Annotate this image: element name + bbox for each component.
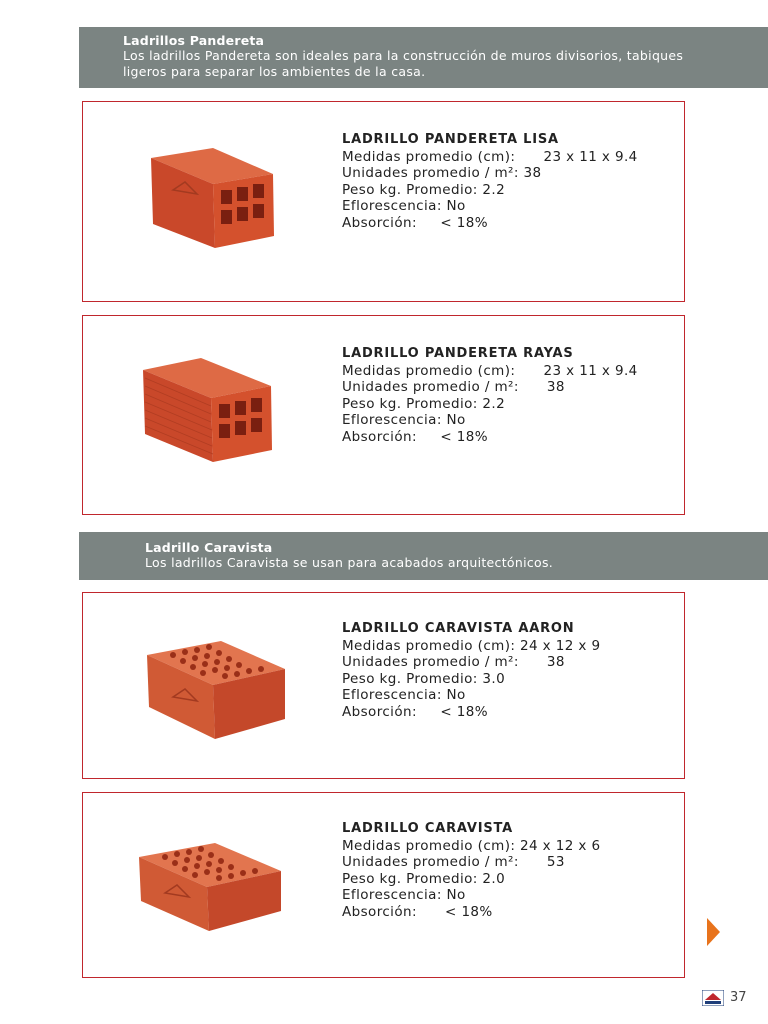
spec-peso: Peso kg. Promedio: 2.2: [342, 395, 506, 412]
product-card-pandereta-rayas: [82, 315, 685, 515]
section-title: Ladrillos Pandereta: [123, 33, 265, 48]
product-title: LADRILLO CARAVISTA AARON: [342, 621, 575, 636]
spec-eflorescencia: Eflorescencia: No: [342, 687, 466, 703]
section-description: ligeros para separar los ambientes de la casa.: [123, 64, 426, 79]
spec-medidas: Medidas promedio (cm): 23 x 11 x 9.4: [342, 148, 638, 165]
brick-caravista-aaron-image: [143, 637, 293, 743]
spec-peso: Peso kg. Promedio: 2.0: [342, 870, 506, 887]
brick-caravista-image: [135, 839, 285, 935]
spec-absorcion: Absorción: < 18%: [342, 428, 488, 445]
spec-unidades: Unidades promedio / m²: 38: [342, 379, 565, 395]
spec-absorcion: Absorción: < 18%: [342, 903, 493, 920]
page-number: 37: [730, 990, 747, 1005]
brick-pandereta-rayas-image: [139, 354, 279, 464]
spec-medidas: Medidas promedio (cm): 24 x 12 x 6: [342, 837, 601, 854]
spec-unidades: Unidades promedio / m²: 38: [342, 165, 542, 181]
spec-eflorescencia: Eflorescencia: No: [342, 198, 466, 214]
product-card-pandereta-lisa: [82, 101, 685, 302]
product-title: LADRILLO PANDERETA LISA: [342, 132, 559, 147]
section-header-pandereta: [79, 27, 768, 88]
brick-pandereta-lisa-image: [143, 144, 283, 250]
spec-medidas: Medidas promedio (cm): 24 x 12 x 9: [342, 637, 601, 654]
spec-medidas: Medidas promedio (cm): 23 x 11 x 9.4: [342, 362, 638, 379]
spec-peso: Peso kg. Promedio: 2.2: [342, 181, 506, 198]
brand-logo-icon: [702, 990, 724, 1006]
spec-absorcion: Absorción: < 18%: [342, 214, 488, 231]
section-description: Los ladrillos Pandereta son ideales para la construcción de muros divisorios, tabiques: [123, 48, 684, 63]
spec-absorcion: Absorción: < 18%: [342, 703, 488, 720]
section-title: Ladrillo Caravista: [145, 540, 273, 555]
next-arrow-icon[interactable]: [707, 918, 720, 946]
spec-unidades: Unidades promedio / m²: 38: [342, 654, 565, 670]
spec-unidades: Unidades promedio / m²: 53: [342, 854, 565, 870]
product-card-caravista: [82, 792, 685, 978]
product-title: LADRILLO CARAVISTA: [342, 821, 514, 836]
section-header-caravista: [79, 532, 768, 580]
spec-peso: Peso kg. Promedio: 3.0: [342, 670, 506, 687]
product-title: LADRILLO PANDERETA RAYAS: [342, 346, 574, 361]
section-description: Los ladrillos Caravista se usan para acabados arquitectónicos.: [145, 555, 554, 570]
spec-eflorescencia: Eflorescencia: No: [342, 412, 466, 428]
spec-eflorescencia: Eflorescencia: No: [342, 887, 466, 903]
product-card-caravista-aaron: [82, 592, 685, 779]
